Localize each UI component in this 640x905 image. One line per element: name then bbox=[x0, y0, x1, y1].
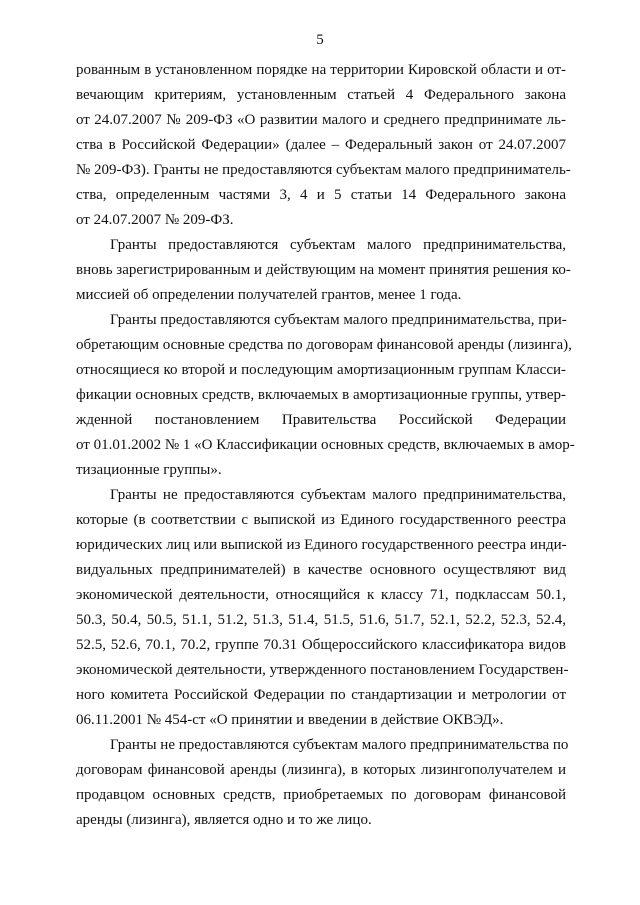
paragraph-line: 50.3, 50.4, 50.5, 51.1, 51.2, 51.3, 51.4, 51.5, 51.6, 51.7, 52.1, 52.2, 52.3, 52.4, bbox=[76, 612, 566, 628]
paragraph-line: 06.11.2001 № 454-ст «О принятии и введении в действие ОКВЭД». bbox=[76, 712, 504, 728]
paragraph-line: обретающим основные средства по договорам финансовой аренды (лизинга), bbox=[76, 337, 572, 353]
paragraph-line: которые (в соответствии с выпиской из Единого государственного реестра bbox=[76, 512, 566, 528]
paragraph-line: от 24.07.2007 № 209-ФЗ «О развитии малого и среднего предпринимате ль- bbox=[76, 112, 566, 128]
paragraph-line: юридических лиц или выпиской из Единого государственного реестра инди- bbox=[76, 537, 567, 553]
paragraph-line: жденной постановлением Правительства Российской Федерации bbox=[76, 412, 566, 428]
paragraph-line: № 209-ФЗ). Гранты не предоставляются субъектам малого предприниматель- bbox=[76, 162, 571, 178]
paragraph-line: рованным в установленном порядке на территории Кировской области и от- bbox=[76, 62, 566, 78]
paragraph-line: относящиеся ко второй и последующим амортизационным группам Класси- bbox=[76, 362, 566, 378]
paragraph-line: видуальных предпринимателей) в качестве основного осуществляют вид bbox=[76, 562, 566, 578]
paragraph-line: экономической деятельности, относящийся к классу 71, подклассам 50.1, bbox=[76, 587, 566, 603]
paragraph-line: от 01.01.2002 № 1 «О Классификации основных средств, включаемых в амор- bbox=[76, 437, 575, 453]
page-number: 5 bbox=[316, 32, 324, 48]
paragraph-line: ного комитета Российской Федерации по стандартизации и метрологии от bbox=[76, 687, 566, 703]
paragraph-line: фикации основных средств, включаемых в амортизационные группы, утвер- bbox=[76, 387, 566, 403]
paragraph-line: Гранты не предоставляются субъектам малого предпринимательства, bbox=[110, 487, 566, 503]
paragraph-line: вновь зарегистрированным и действующим на момент принятия решения ко- bbox=[76, 262, 571, 278]
paragraph-line: 52.5, 52.6, 70.1, 70.2, группе 70.31 Общероссийского классификатора видов bbox=[76, 637, 566, 653]
paragraph-line: договорам финансовой аренды (лизинга), в которых лизингополучателем и bbox=[76, 762, 566, 778]
paragraph-line: ства в Российской Федерации» (далее – Федеральный закон от 24.07.2007 bbox=[76, 137, 566, 153]
paragraph-line: аренды (лизинга), является одно и то же лицо. bbox=[76, 812, 372, 828]
paragraph-line: от 24.07.2007 № 209-ФЗ. bbox=[76, 212, 234, 228]
paragraph-line: продавцом основных средств, приобретаемых по договорам финансовой bbox=[76, 787, 566, 803]
paragraph-line: экономической деятельности, утвержденного постановлением Государствен- bbox=[76, 662, 569, 678]
paragraph-line: вечающим критериям, установленным статьей 4 Федерального закона bbox=[76, 87, 566, 103]
paragraph-line: ства, определенным частями 3, 4 и 5 статьи 14 Федерального закона bbox=[76, 187, 566, 203]
paragraph-line: Гранты предоставляются субъектам малого предпринимательства, bbox=[110, 237, 566, 253]
paragraph-line: миссией об определении получателей грантов, менее 1 года. bbox=[76, 287, 462, 303]
paragraph-line: Гранты не предоставляются субъектам малого предпринимательства по bbox=[110, 737, 569, 753]
paragraph-line: тизационные группы». bbox=[76, 462, 222, 478]
paragraph-line: Гранты предоставляются субъектам малого предпринимательства, при- bbox=[110, 312, 567, 328]
